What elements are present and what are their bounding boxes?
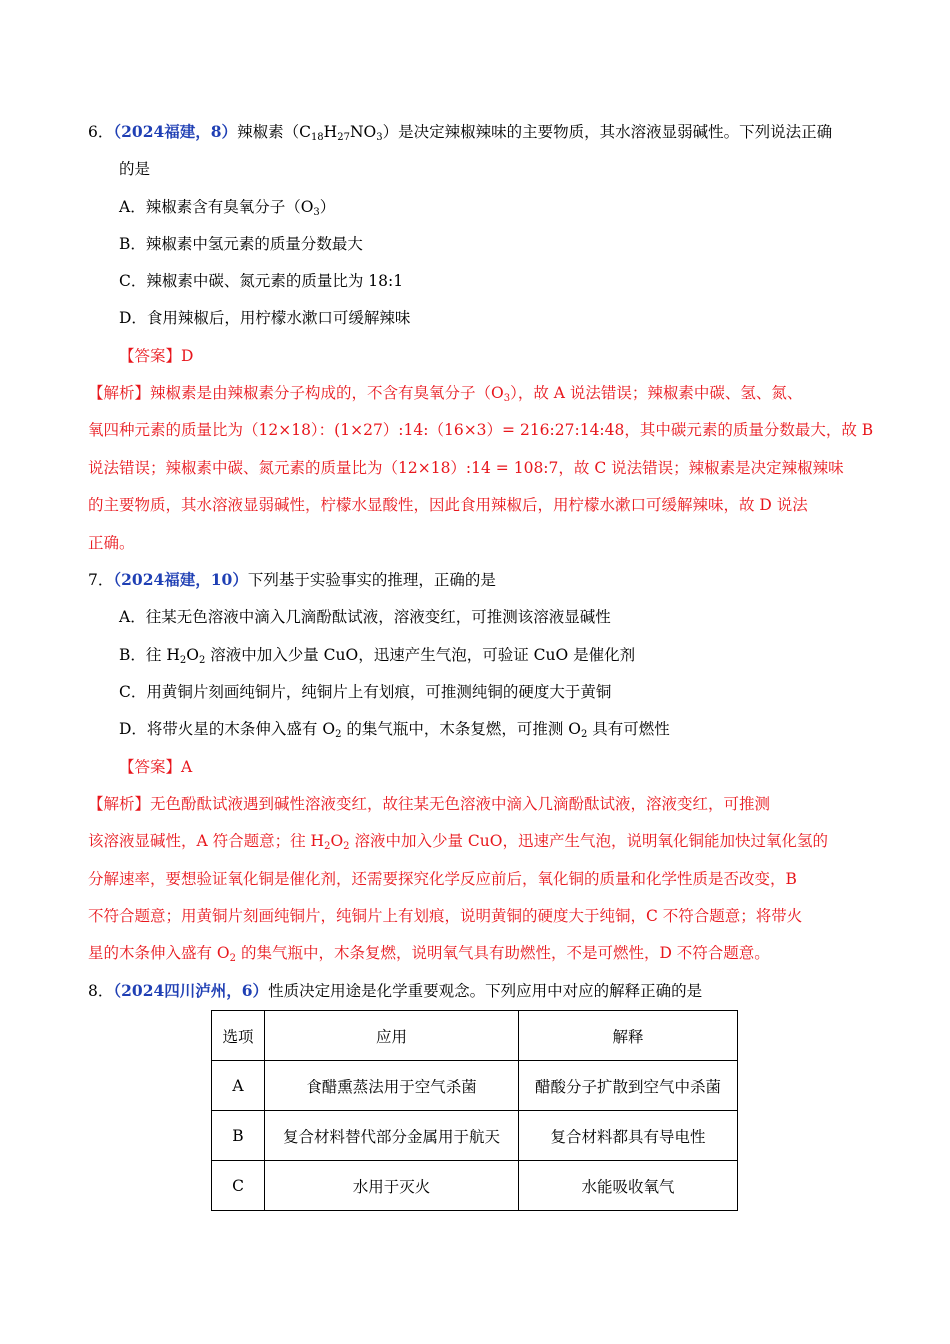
q6-stem-line2: 的是 <box>119 160 151 178</box>
q7-answer: 【答案】A <box>119 758 193 776</box>
q7-stem: 7．（2024福建，10）下列基于实验事实的推理，正确的是 <box>88 570 496 589</box>
table-row <box>212 1111 738 1161</box>
q6-option-c: C．辣椒素中碳、氮元素的质量比为 18:1 <box>119 272 404 290</box>
table-header-cell: 解释 <box>519 1011 738 1061</box>
table-header-cell: 应用 <box>265 1011 519 1061</box>
q6-number: 6． <box>88 123 114 141</box>
q6-option-a: A．辣椒素含有臭氧分子$(O_3)$ <box>119 198 336 218</box>
q6-option-d: D．食用辣椒后，用柠檬水漱口可缓解辣味 <box>119 309 411 327</box>
table-cell: 水能吸收氧气 <box>519 1161 738 1211</box>
table-cell: A <box>212 1061 265 1111</box>
table-cell: 醋酸分子扩散到空气中杀菌 <box>519 1061 738 1111</box>
q7-analysis-line3: 分解速率，要想验证氧化铜是催化剂，还需要探究化学反应前后，氧化铜的质量和化学性质是否改变，B <box>88 870 797 888</box>
q7-analysis-line1: 【解析】无色酚酞试液遇到碱性溶液变红，故往某无色溶液中滴入几滴酚酞试液，溶液变红，可推测 <box>88 795 771 813</box>
q7-option-d: D．将带火星的木条伸入盛有 $O_2$ 的集气瓶中，木条复燃，可推测 $O_2$ 具有可燃性 <box>119 720 670 740</box>
q6-option-b: B．辣椒素中氢元素的质量分数最大 <box>119 235 363 253</box>
q7-analysis-line5: 星的木条伸入盛有 $O_2$ 的集气瓶中，木条复燃，说明氧气具有助燃性，不是可燃性，D 不符合题意。 <box>88 944 770 964</box>
q6-analysis-line1: 【解析】辣椒素是由辣椒素分子构成的，不含有臭氧分子$(O_3)$，故 A 说法错误；辣椒素中碳、氢、氮、 <box>88 384 803 404</box>
q8-stem: 8．（2024四川泸州，6）性质决定用途是化学重要观念。下列应用中对应的解释正确的是 <box>88 981 703 1000</box>
table-cell: B <box>212 1111 265 1161</box>
table-cell: 复合材料替代部分金属用于航天 <box>265 1111 519 1161</box>
q7-option-a: A．往某无色溶液中滴入几滴酚酞试液，溶液变红，可推测该溶液显碱性 <box>119 608 611 626</box>
q7-option-b: B．往 $H_2O_2$ 溶液中加入少量 CuO，迅速产生气泡，可验证 CuO 是催化剂 <box>119 646 636 666</box>
table-cell: 复合材料都具有导电性 <box>519 1111 738 1161</box>
table-row <box>212 1061 738 1111</box>
table-cell: 水用于灭火 <box>265 1161 519 1211</box>
q7-source: （2024福建，10） <box>113 570 248 589</box>
q6-analysis-line4: 的主要物质，其水溶液显弱碱性，柠檬水显酸性，因此食用辣椒后，用柠檬水漱口可缓解辣味，故 D 说法 <box>88 496 808 514</box>
q6-analysis-line3: 说法错误；辣椒素中碳、氮元素的质量比为（12×18）:14 = 108:7，故 C 说法错误；辣椒素是决定辣椒辣味 <box>88 459 844 477</box>
q8-source: （2024四川泸州，6） <box>113 981 269 1000</box>
table-header-cell: 选项 <box>212 1011 265 1061</box>
q7-number: 7． <box>88 571 114 589</box>
q6-analysis-line2: 氧四种元素的质量比为（12×18）：(1×27）:14:（16×3）= 216:27:14:48，其中碳元素的质量分数最大，故 B <box>88 421 874 439</box>
q7-analysis-line2: 该溶液显碱性，A 符合题意；往 $H_2O_2$ 溶液中加入少量 CuO，迅速产生气泡，说明氧化铜能加快过氧化氢的 <box>88 832 828 852</box>
q7-analysis-line4: 不符合题意；用黄铜片刻画纯铜片，纯铜片上有划痕，说明黄铜的硬度大于纯铜，C 不符合题意；将带火 <box>88 907 803 925</box>
table-cell: C <box>212 1161 265 1211</box>
q6-analysis-line5: 正确。 <box>88 534 135 552</box>
q6-answer: 【答案】D <box>119 347 194 365</box>
q8-options-table <box>211 1010 738 1211</box>
table-header-row <box>212 1011 738 1061</box>
table-cell: 食醋熏蒸法用于空气杀菌 <box>265 1061 519 1111</box>
table-row <box>212 1161 738 1211</box>
q6-stem: 6．（2024福建，8）辣椒素$(C_{18}H_{27}NO_3)$是决定辣椒辣味的主要物质，其水溶液显弱碱性。下列说法正确 <box>88 122 833 143</box>
q6-source: （2024福建，8） <box>113 122 238 141</box>
q8-number: 8． <box>88 982 114 1000</box>
q7-option-c: C．用黄铜片刻画纯铜片，纯铜片上有划痕，可推测纯铜的硬度大于黄铜 <box>119 683 612 701</box>
